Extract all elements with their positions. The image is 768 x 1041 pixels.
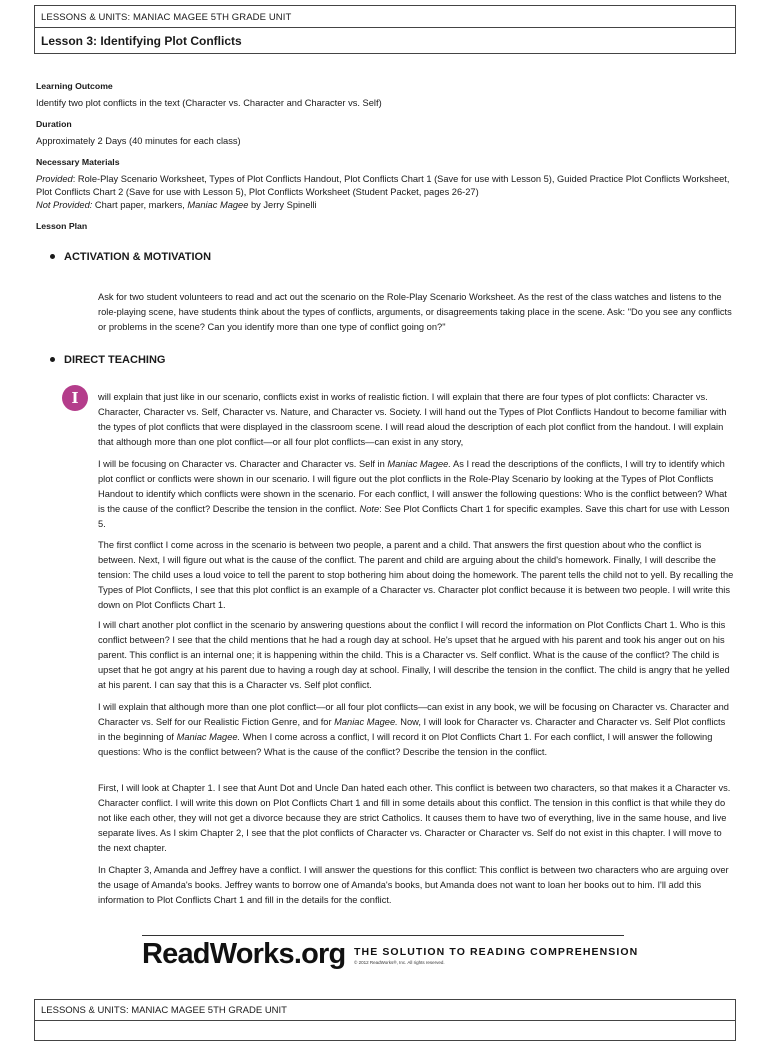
- materials-label: Necessary Materials: [36, 157, 120, 167]
- unit-title: LESSONS & UNITS: MANIAC MAGEE 5TH GRADE UNIT: [35, 6, 735, 28]
- materials-text: [36, 173, 736, 212]
- lesson-title: Lesson 3: Identifying Plot Conflicts: [41, 34, 242, 48]
- next-unit-title: LESSONS & UNITS: MANIAC MAGEE 5TH GRADE UNIT: [35, 1000, 735, 1021]
- direct-paragraph-3: The first conflict I come across in the scenario is between two people, a parent and a child. That answers the first question about who the conflict is between. Next, I will figure out what is the cause of the conflict. The parent and child are arguing about the child's homework. Finally, I will describe the tension: The child uses a loud voice to tell the parent to stop bothering him about doing the homework. The parent tells the child not to yell. By recalling the Types of Plot Conflicts, I see that this plot conflict is an example of a Character vs. Character plot conflict because it is between two people. I will write this down on Plot Conflicts Chart 1.: [98, 540, 734, 610]
- activation-text: Ask for two student volunteers to read and act out the scenario on the Role-Play Scenario Worksheet. As the rest of the class watches and listens to the role-playing scene, have students think about the types of conflicts, arguments, or disagreements taking place in the scene. Ask: "Do you see any conflicts or problems in the scene? Can you identify more than one type of conflict going on?": [98, 292, 732, 332]
- author-text: by Jerry Spinelli: [248, 200, 317, 210]
- p2-text-c: : See Plot Conflicts Chart 1 for specific examples. Save this chart for use with Lesson 5.: [98, 504, 730, 529]
- next-page-header: [34, 999, 736, 1041]
- direct-paragraph-4: I will chart another plot conflict in the scenario by answering questions about the conflict I will record the information on Plot Conflicts Chart 1. Who is this conflict between? I see that the child mentions that he had a rough day at school. He's upset that he argued with his parent and took his anger out on his parent. This conflict is an internal one; it is happening within the child. This is a Character vs. Self conflict. What is the cause of the conflict? The child is upset that he got angry at his parent due to having a rough day at school. Finally, I will describe the tension in the conflict. The child is angry that he yelled at his parent. I can say that this is a Character vs. Self plot conflict.: [98, 620, 730, 690]
- not-provided-label: Not Provided:: [36, 200, 93, 210]
- footer-copyright: © 2012 ReadWorks®, Inc. All rights reserved.: [354, 960, 445, 965]
- lesson-plan-label: Lesson Plan: [36, 221, 88, 231]
- p5-book-2: Maniac Magee.: [176, 732, 241, 742]
- p5-text-b: Now, I will look for Character vs. Character and Character vs. Self Plot conflicts in the beginning of: [98, 717, 726, 742]
- footer-divider: [142, 935, 624, 936]
- provided-text: : Role-Play Scenario Worksheet, Types of Plot Conflicts Handout, Plot Conflicts Chart 1 (Save for use with Lesson 5), Guided Practice Plot Conflicts Worksheet, Plot Conflicts Chart 2 (Save for use with Lesson 5), Plot Conflicts Worksheet (Student Packet, pages 26-27): [36, 174, 730, 197]
- direct-paragraph-7: In Chapter 3, Amanda and Jeffrey have a conflict. I will answer the questions for this conflict: This conflict is between two characters who are arguing over the usage of Amanda's books. Jeffrey wants to borrow one of Amanda's books, but Amanda does not want to loan her books out to him. I'll add this information to Plot Conflicts Chart 1 and fill in the details for the conflict.: [98, 865, 729, 905]
- p5-text-c: When I come across a conflict, I will record it on Plot Conflicts Chart 1. For each conflict, I will answer the following questions: Who is the conflict between? What is the cause of the conflict? Describe the tension in the conflict.: [98, 732, 713, 757]
- direct-teaching-heading: [50, 354, 165, 366]
- direct-title: DIRECT TEACHING: [64, 354, 166, 366]
- learning-outcome-label: Learning Outcome: [36, 81, 113, 91]
- book-title: Maniac Magee: [187, 200, 249, 210]
- p2-text-a: I will be focusing on Character vs. Character and Character vs. Self in: [98, 459, 388, 469]
- footer-tagline: THE SOLUTION TO READING COMPREHENSION: [354, 946, 639, 958]
- duration-label: Duration: [36, 119, 72, 129]
- p2-text-b: As I read the descriptions of the conflicts, I will try to identify which plot conflict or conflicts were shown in our scenario. I will figure out the plot conflicts in the Role-Play Scenario by looking at the Types of Plot Conflicts Handout to identify which conflicts were shown in the scenario. For each conflict, I will answer the following questions: Who is the conflict between? What is the cause of the conflict? Describe the tension in the conflict.: [98, 459, 727, 514]
- readworks-logo: ReadWorks.org: [142, 938, 346, 970]
- bullet-icon: [50, 357, 55, 362]
- p2-note: Note: [359, 504, 380, 514]
- provided-label: Provided: [36, 174, 73, 184]
- page-header: [34, 5, 736, 54]
- teacher-icon: I: [62, 385, 88, 411]
- p5-text-a: I will explain that although more than one plot conflict—or all four plot conflicts—can exist in any book, we will be focusing on Character vs. Character and Character vs. Self for our Realistic Fiction Genre, and for: [98, 702, 729, 727]
- learning-outcome-text: Identify two plot conflicts in the text (Character vs. Character and Character vs. Self): [36, 98, 382, 108]
- direct-paragraph-5: [98, 700, 734, 760]
- p2-book: Maniac Magee.: [387, 459, 451, 469]
- lesson-overview: [36, 80, 736, 233]
- not-provided-text: Chart paper, markers,: [92, 200, 188, 210]
- direct-paragraph-1: will explain that just like in our scenario, conflicts exist in works of realistic fiction. I will explain that there are four types of plot conflicts: Character vs. Character, Character vs. Self, Character vs. Nature, and Character vs. Society. I will hand out the Types of Plot Conflicts Handout to become familiar with the types of plot conflicts that were displayed in the classroom scene. I will read aloud the description of each plot conflict from the handout. I will explain that although more than one plot conflict—or all four plot conflicts—can exist in any story,: [98, 392, 727, 447]
- p5-book: Maniac Magee.: [334, 717, 398, 727]
- direct-paragraph-2: [98, 457, 734, 532]
- direct-paragraph-6: First, I will look at Chapter 1. I see that Aunt Dot and Uncle Dan hated each other. This conflict is between two characters, so that makes it a Character vs. Character conflict. I will write this down on Plot Conflicts Chart 1 and fill in some details about this conflict. The tension in this conflict is that while they do not like each other, they will not get a divorce because they are strict Catholics. It causes them to have two of everything, live in the same house, and live separate lives. As I skim Chapter 2, I see that the plot conflicts of Character vs. Character or Character vs. Self do not exist in this chapter. I will move to the next chapter.: [98, 783, 731, 853]
- activation-heading: [50, 251, 211, 263]
- bullet-icon: [50, 254, 55, 259]
- activation-title: ACTIVATION & MOTIVATION: [64, 251, 212, 263]
- duration-text: Approximately 2 Days (40 minutes for each class): [36, 136, 241, 146]
